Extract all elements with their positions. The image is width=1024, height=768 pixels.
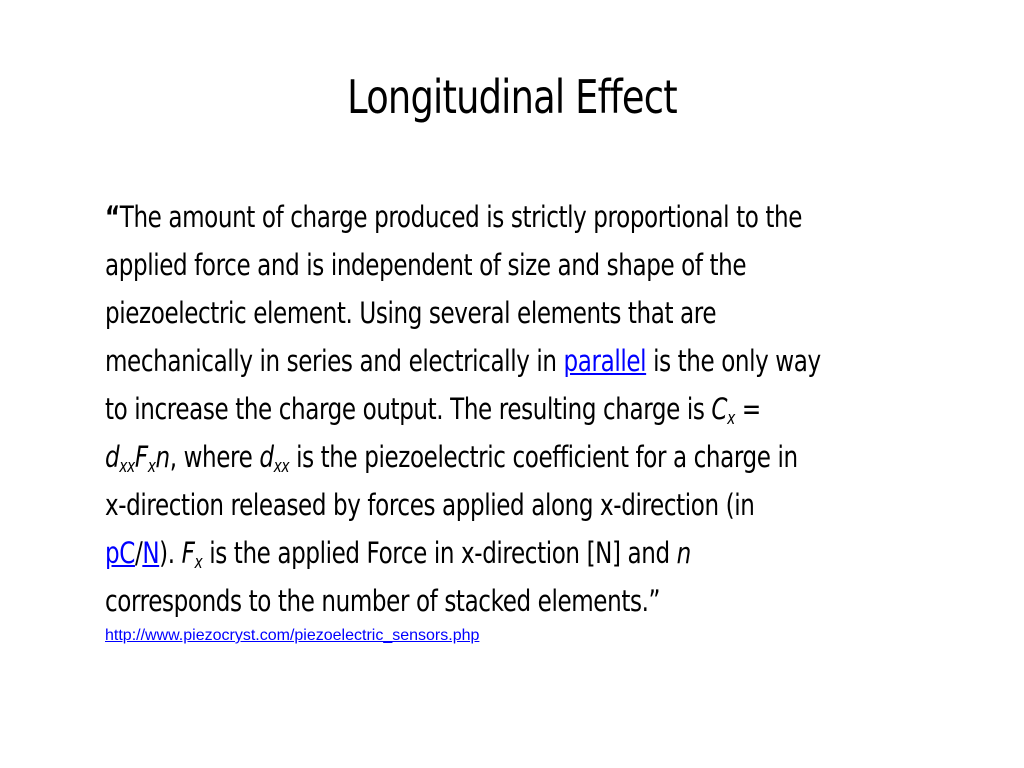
force-subscript-2: x — [194, 553, 203, 574]
parallel-link[interactable]: parallel — [563, 344, 647, 378]
newton-link[interactable]: N — [142, 536, 160, 570]
quote-line-4-post: is the only way — [646, 344, 821, 378]
slide-title: Longitudinal Effect — [347, 70, 677, 124]
quote-line-8 — [105, 529, 908, 577]
quote-line-6-post: is the piezoelectric coefficient for a charge in — [289, 440, 798, 474]
force-symbol-2: F — [181, 536, 195, 570]
coefficient-subscript-2: xx — [273, 457, 290, 478]
quote-line-5-post: = — [734, 392, 761, 426]
quote-line-6-mid: , where — [169, 440, 260, 474]
quote-line-8-post: is the applied Force in x-direction [N] and — [202, 536, 677, 570]
quote-line-9: corresponds to the number of stacked elements.” — [105, 584, 661, 618]
count-variable-2: n — [676, 536, 691, 570]
quote-line-8-paren: ). — [159, 536, 182, 570]
force-variable — [134, 440, 156, 478]
quote-block — [105, 193, 908, 625]
coefficient-variable — [105, 440, 135, 478]
coefficient-symbol-2: d — [259, 440, 274, 474]
force-variable-2 — [181, 536, 203, 574]
charge-variable-symbol: C — [711, 392, 728, 426]
force-symbol: F — [134, 440, 148, 474]
quote-line-2: applied force and is independent of size and shape of the — [105, 248, 747, 282]
pc-link[interactable]: pC — [105, 536, 135, 570]
quote-line-5-pre: to increase the charge output. The resulting charge is — [105, 392, 712, 426]
open-quote-mark: “ — [105, 200, 120, 234]
unit-slash: / — [134, 536, 143, 570]
charge-variable-subscript: x — [727, 409, 735, 430]
quote-line-1 — [105, 193, 908, 241]
quote-line-4 — [105, 337, 908, 385]
quote-line-4-pre: mechanically in series and electrically in — [105, 344, 564, 378]
coefficient-subscript: xx — [119, 457, 135, 478]
charge-variable — [711, 392, 735, 430]
quote-line-3: piezoelectric element. Using several elements that are — [105, 296, 717, 330]
quote-line-7: x-direction released by forces applied along x-direction (in — [105, 488, 755, 522]
coefficient-variable-2 — [259, 440, 290, 478]
count-variable: n — [155, 440, 170, 474]
force-subscript: x — [147, 457, 156, 478]
quote-line-1-text: The amount of charge produced is strictly proportional to the — [119, 200, 803, 234]
source-url-link[interactable]: http://www.piezocryst.com/piezoelectric_sensors.php — [105, 627, 480, 644]
quote-line-6 — [105, 433, 908, 481]
coefficient-symbol: d — [105, 440, 120, 474]
quote-line-5 — [105, 385, 908, 433]
